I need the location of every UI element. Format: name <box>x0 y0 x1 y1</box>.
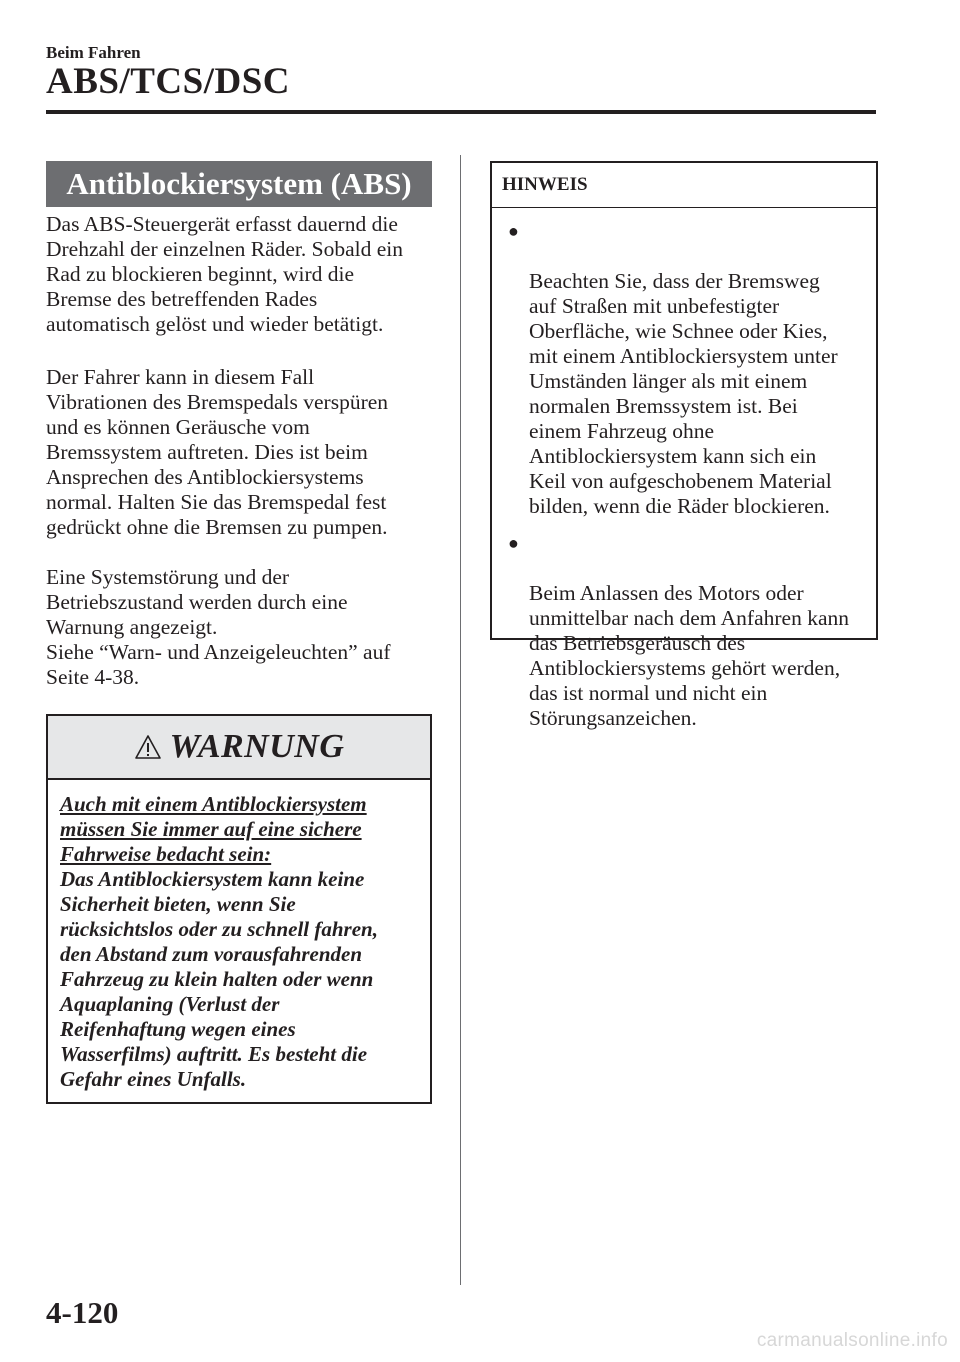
paragraph-abs-function: Das ABS-Steuergerät erfasst dauernd die Drehzahl der einzelnen Räder. Sobald ein Rad zu blockieren beginnt, wird die Bremse des betreffenden Rades automatisch gelöst und wieder betätigt. <box>46 212 403 336</box>
warning-header <box>48 716 430 780</box>
warning-lead: Auch mit einem Antiblockiersystem müssen Sie immer auf eine sichere Fahrweise bedacht sein: <box>60 792 367 866</box>
note-title: HINWEIS <box>492 163 876 208</box>
bullet-icon: ● <box>508 221 519 241</box>
warning-title: WARNUNG <box>169 728 345 765</box>
header-rule <box>46 110 876 114</box>
column-divider <box>460 155 461 1285</box>
warning-box <box>46 714 432 1104</box>
note-item-text: Beim Anlassen des Motors oder unmittelbar nach dem Anfahren kann das Betriebsgeräusch des Antiblockiersystems gehört werden, das ist normal und nicht ein Störungsanzeichen. <box>529 581 850 730</box>
section-title: ABS/TCS/DSC <box>46 61 291 102</box>
warning-triangle-icon <box>134 734 162 760</box>
paragraph-system-fault: Eine Systemstörung und der Betriebszustand werden durch eine Warnung angezeigt. Siehe “Warn- und Anzeigeleuchten” auf Seite 4-38. <box>46 565 391 689</box>
warning-body <box>48 780 430 1092</box>
watermark: carmanualsonline.info <box>756 1330 948 1351</box>
note-item-braking-distance <box>506 219 872 519</box>
chapter-title: Beim Fahren <box>46 43 141 62</box>
note-item-operating-noise <box>506 531 872 731</box>
note-item-text: Beachten Sie, dass der Bremsweg auf Straßen mit unbefestigter Oberfläche, wie Schnee oder Kies, mit einem Antiblockiersystem unter Umständen länger als mit einem normalen Bremssystem ist. Bei einem Fahrzeug ohne Antiblockiersystem kann sich ein Keil von aufgeschobenem Material bilden, wenn die Räder blockieren. <box>529 269 838 518</box>
warning-text: Das Antiblockiersystem kann keine Sicherheit bieten, wenn Sie rücksichtslos oder zu schnell fahren, den Abstand zum vorausfahrenden Fahrzeug zu klein halten oder wenn Aquaplaning (Verlust der Reifenhaftung wegen eines Wasserfilms) auftritt. Es besteht die Gefahr eines Unfalls. <box>60 867 378 1091</box>
bullet-icon: ● <box>508 533 519 553</box>
page-number: 4-120 <box>46 1295 119 1330</box>
note-list <box>492 208 876 731</box>
abs-heading: Antiblockiersystem (ABS) <box>46 161 432 207</box>
paragraph-pedal-vibration: Der Fahrer kann in diesem Fall Vibrationen des Bremspedals verspüren und es können Geräusche vom Bremssystem auftreten. Dies ist beim Ansprechen des Antiblockiersystems normal. Halten Sie das Bremspedal fest gedrückt ohne die Bremsen zu pumpen. <box>46 365 389 539</box>
note-box <box>490 161 878 730</box>
